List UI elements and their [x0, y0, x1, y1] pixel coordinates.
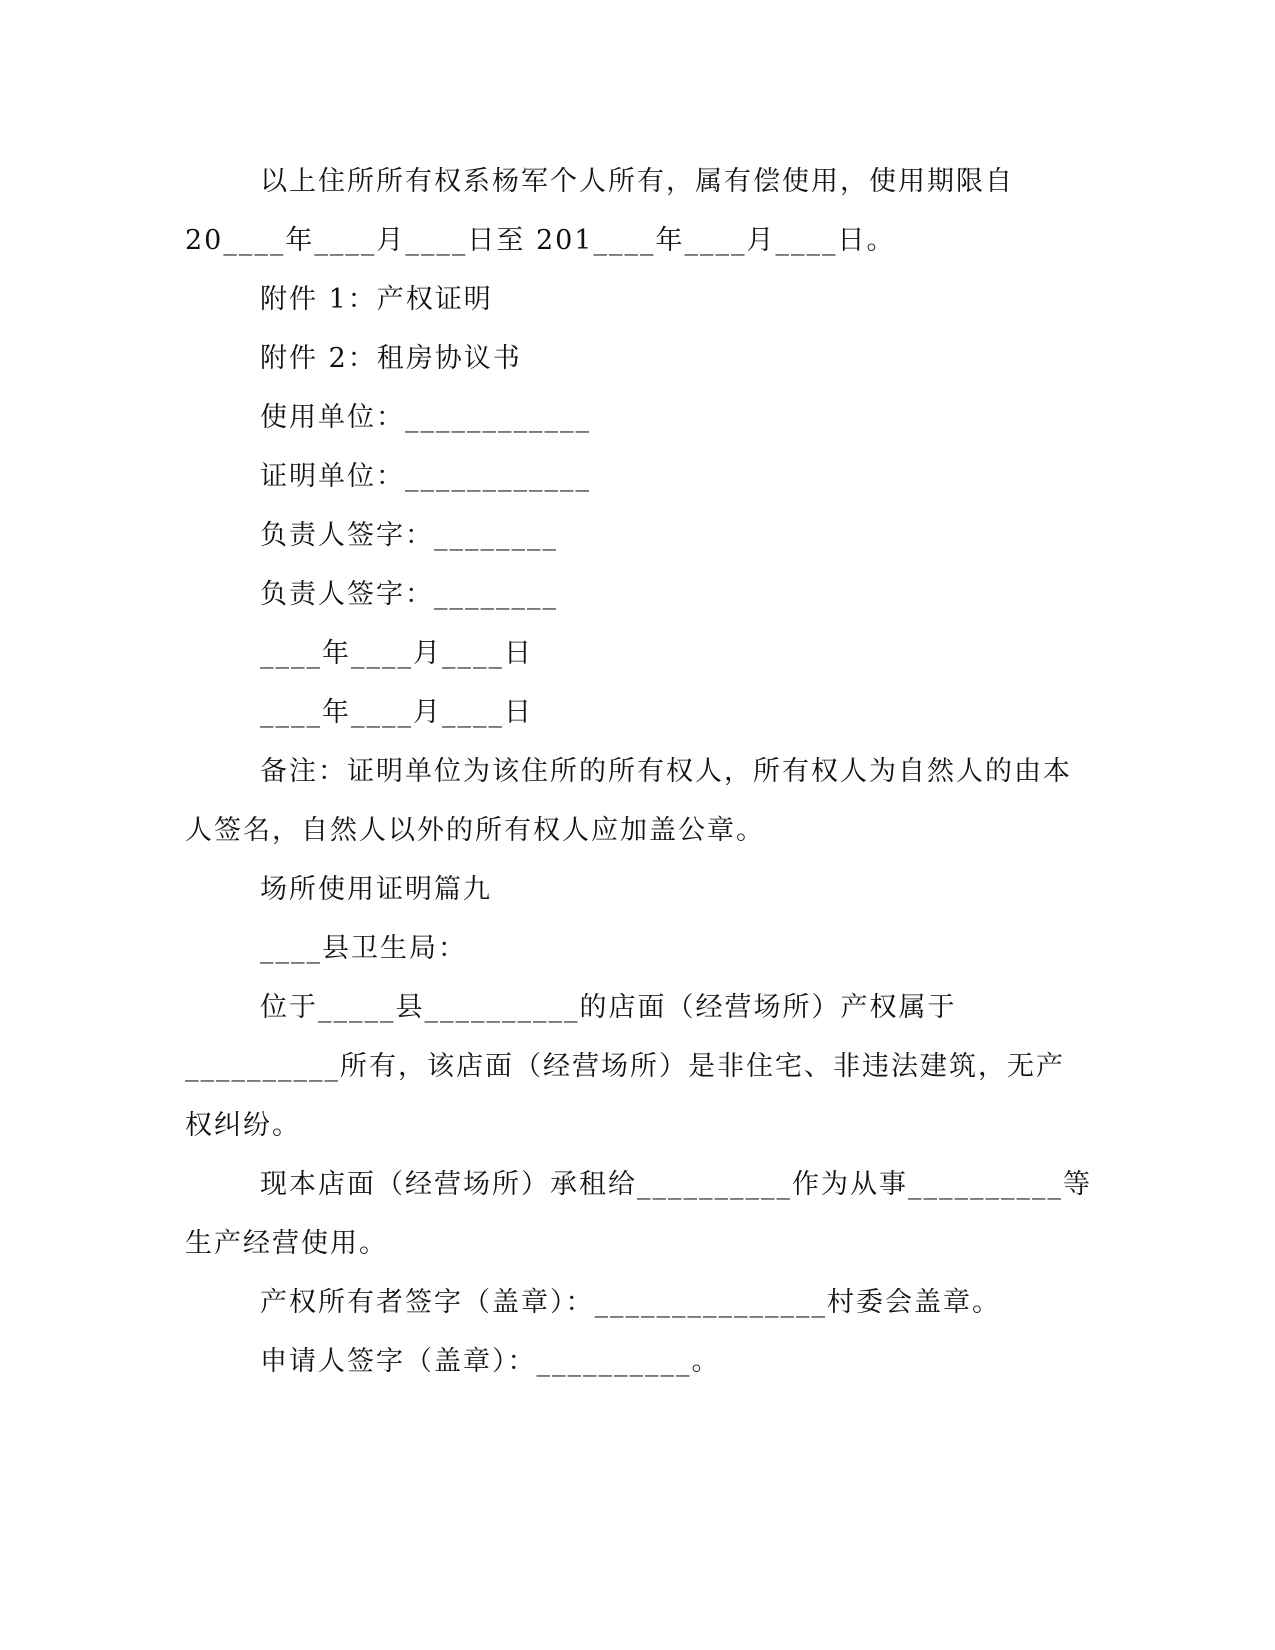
certifying-unit-field: 证明单位：____________ [260, 461, 591, 492]
responsible-person-signature-2: 负责人签字：________ [260, 579, 558, 610]
premises-location-paragraph-end: 权纠纷。 [185, 1110, 301, 1141]
lease-paragraph-continued: 生产经营使用。 [185, 1228, 388, 1259]
owner-signature-field: 产权所有者签字（盖章）：_______________村委会盖章。 [260, 1287, 1001, 1318]
paragraph-usage-period-dates: 20____年____月____日至 201____年____月____日。 [185, 225, 896, 256]
responsible-person-signature-1: 负责人签字：________ [260, 520, 558, 551]
remark-paragraph-continued: 人签名，自然人以外的所有权人应加盖公章。 [185, 815, 765, 846]
applicant-signature-field: 申请人签字（盖章）：__________。 [260, 1346, 721, 1377]
paragraph-usage-period: 以上住所所有权系杨军个人所有，属有偿使用，使用期限自 [260, 166, 1014, 197]
date-field-2: ____年____月____日 [260, 697, 533, 728]
using-unit-field: 使用单位：____________ [260, 402, 591, 433]
remark-paragraph: 备注：证明单位为该住所的所有权人，所有权人为自然人的由本 [260, 756, 1072, 787]
lease-paragraph: 现本店面（经营场所）承租给__________作为从事__________等 [260, 1169, 1092, 1200]
salutation: ____县卫生局： [260, 933, 467, 964]
date-field-1: ____年____月____日 [260, 638, 533, 669]
attachment-2: 附件 2：租房协议书 [260, 343, 522, 374]
premises-location-paragraph-continued: __________所有，该店面（经营场所）是非住宅、非违法建筑，无产 [185, 1051, 1065, 1082]
premises-location-paragraph: 位于_____县__________的店面（经营场所）产权属于 [260, 992, 957, 1023]
section-title: 场所使用证明篇九 [260, 874, 492, 905]
attachment-1: 附件 1：产权证明 [260, 284, 493, 315]
